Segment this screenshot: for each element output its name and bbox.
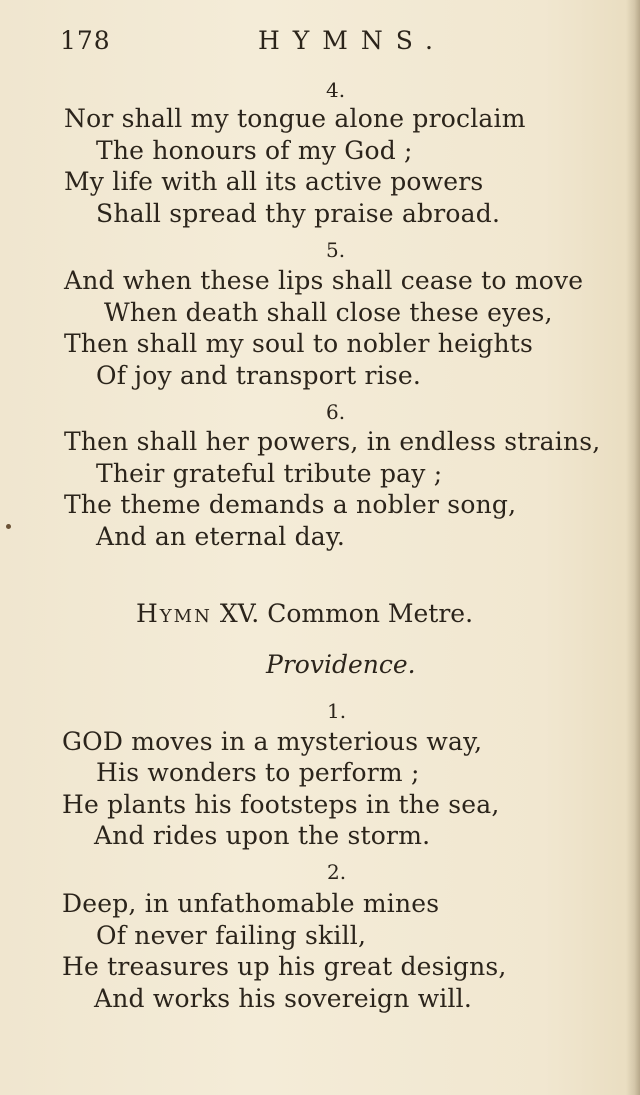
verse-line: He plants his footsteps in the sea, <box>62 790 500 819</box>
verse-line: Nor shall my tongue alone proclaim <box>64 104 526 133</box>
running-title: HYMNS. <box>258 26 446 55</box>
ink-spot <box>6 524 11 529</box>
verse-line: And when these lips shall cease to move <box>64 266 584 295</box>
verse-line: And an eternal day. <box>96 522 346 551</box>
verse-line: Of never failing skill, <box>96 921 367 950</box>
stanza-number: 4. <box>326 78 346 102</box>
hymn-title-prefix: Hymn <box>136 599 212 628</box>
verse-line: The theme demands a nobler song, <box>64 490 517 519</box>
stanza-number: 1. <box>327 699 347 723</box>
verse-line: Deep, in unfathomable mines <box>62 889 440 918</box>
stanza-number: 6. <box>326 400 346 424</box>
verse-line: His wonders to perform ; <box>96 758 420 787</box>
verse-line: Then shall her powers, in endless strains, <box>64 427 601 456</box>
verse-line: When death shall close these eyes, <box>104 298 553 327</box>
verse-line: The honours of my God ; <box>96 136 413 165</box>
page-header <box>60 22 600 62</box>
verse-line: Their grateful tribute pay ; <box>96 459 443 488</box>
verse-line: And rides upon the storm. <box>94 821 431 850</box>
hymn-title <box>136 599 473 628</box>
verse-line: GOD moves in a mysterious way, <box>62 727 483 756</box>
stanza-number: 2. <box>327 860 347 884</box>
hymn-title-rest: XV. Common Metre. <box>219 599 474 628</box>
verse-line: Shall spread thy praise abroad. <box>96 199 501 228</box>
stanza-number: 5. <box>326 238 346 262</box>
hymn-subject: Providence. <box>266 650 416 679</box>
verse-line: And works his sovereign will. <box>94 984 473 1013</box>
page-edge-shadow <box>626 0 640 1095</box>
page-number: 178 <box>60 26 111 55</box>
verse-line: Of joy and transport rise. <box>96 361 422 390</box>
verse-line: He treasures up his great designs, <box>62 952 507 981</box>
verse-line: Then shall my soul to nobler heights <box>64 329 534 358</box>
verse-line: My life with all its active powers <box>64 167 484 196</box>
